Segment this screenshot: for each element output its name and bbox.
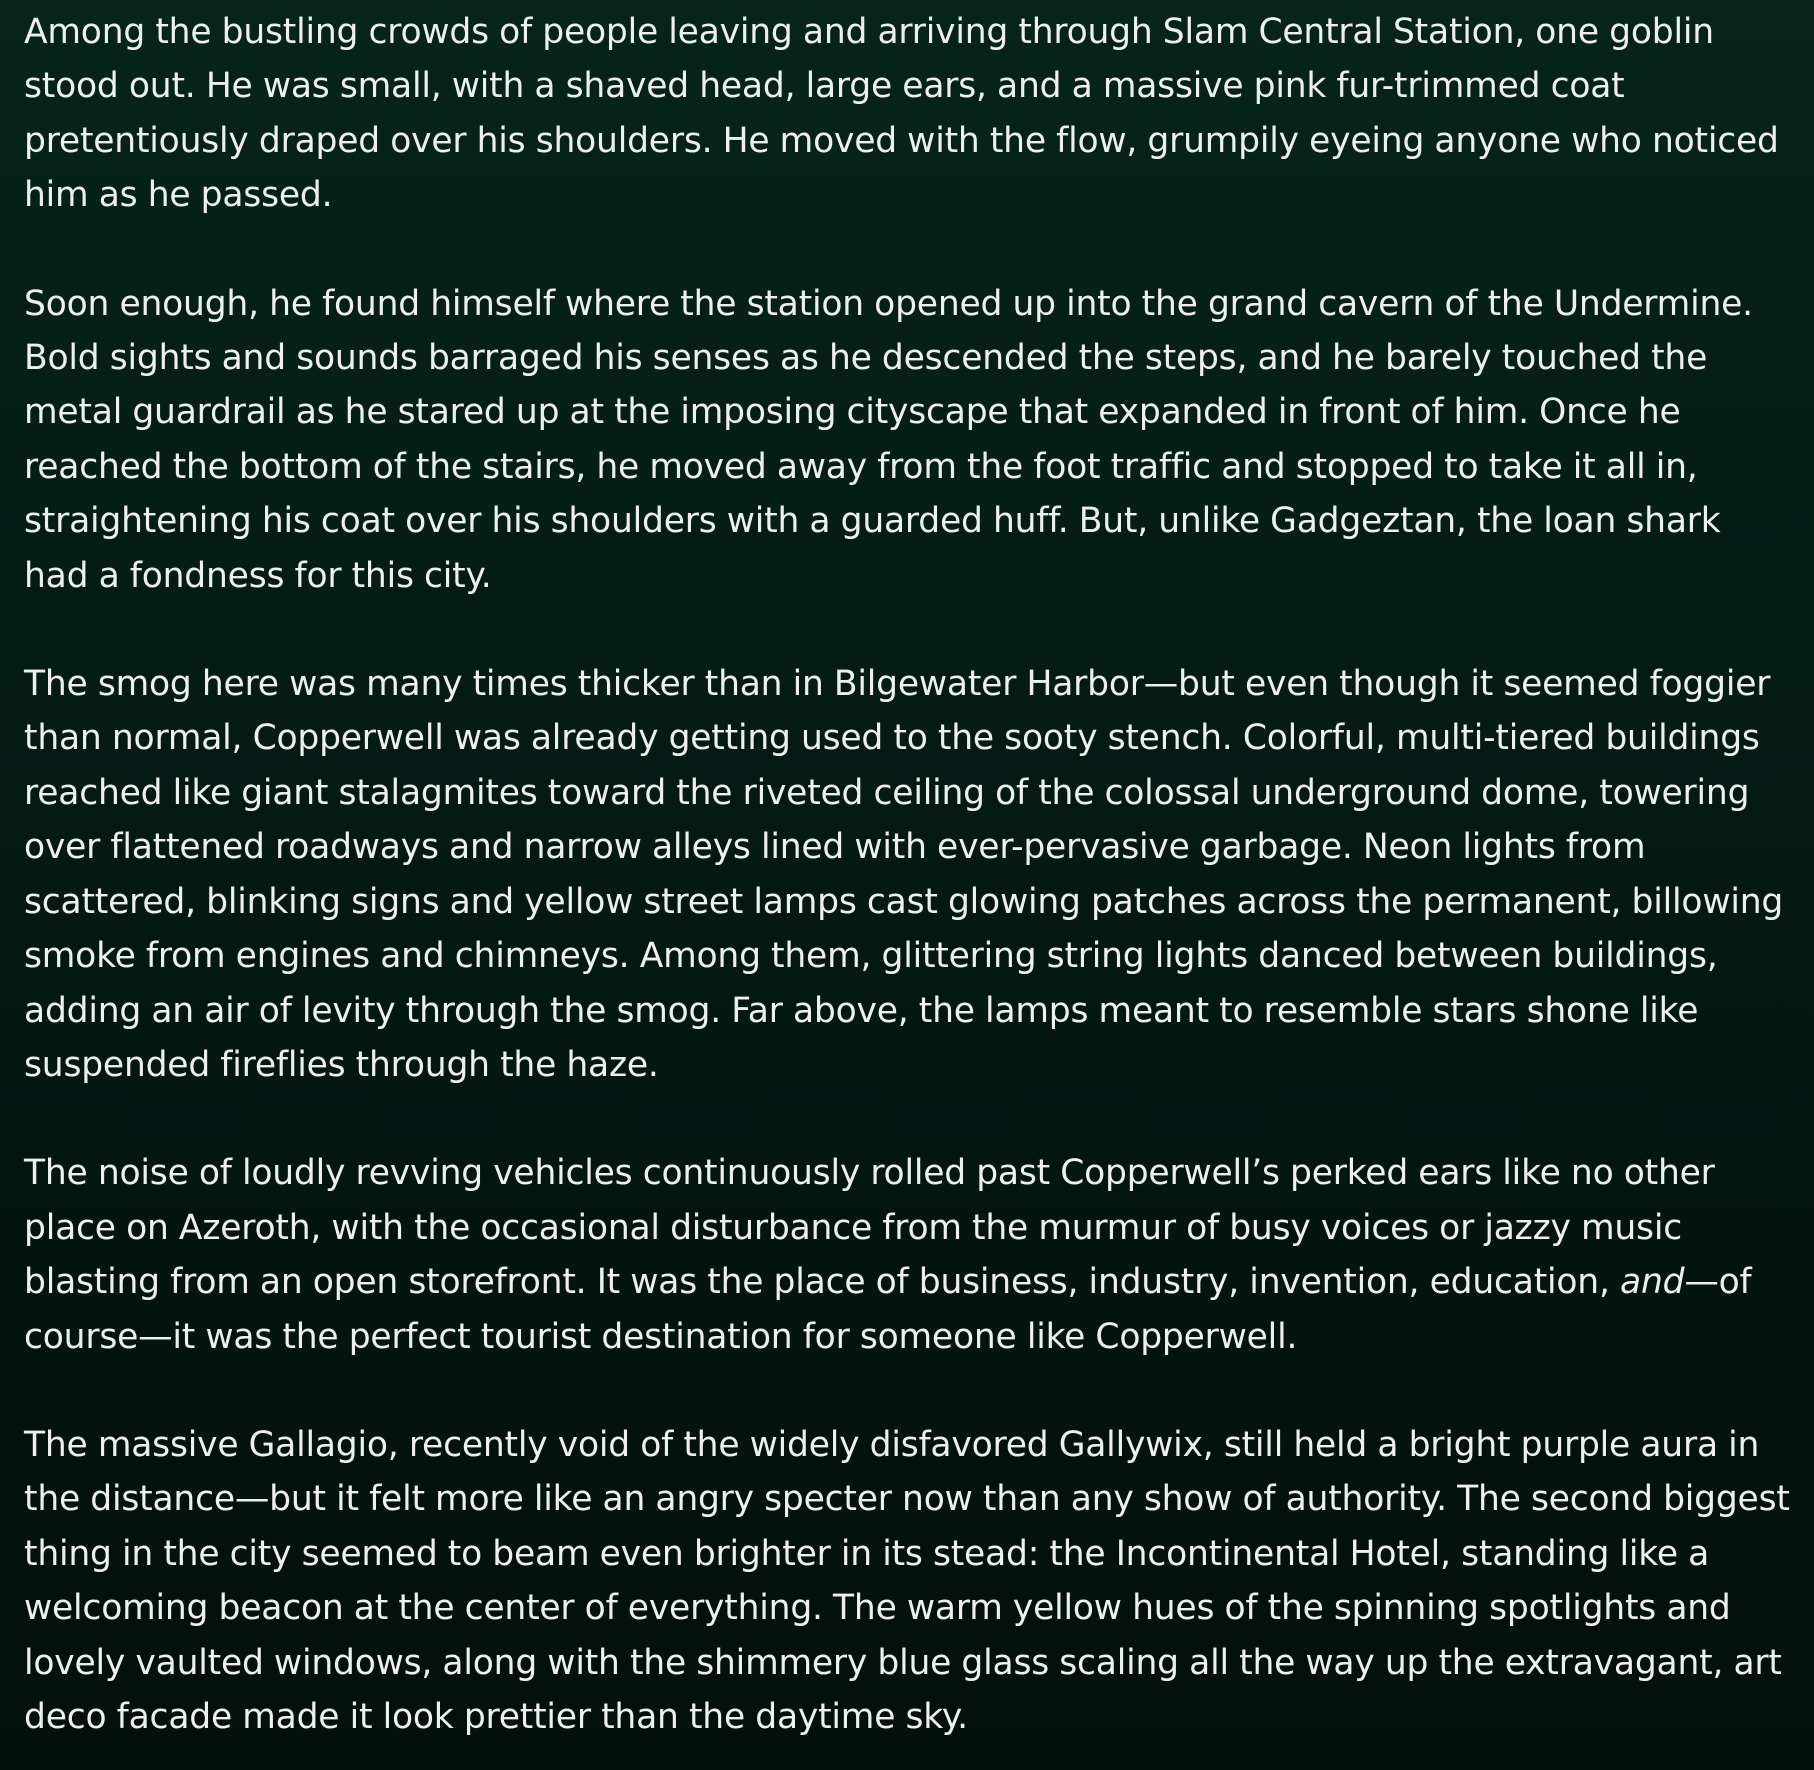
story-paragraph-4-start: The noise of loudly revving vehicles continuously rolled past Copperwell’s perked ears like no other place on Azeroth, with the occasional disturbance from the murmur of busy voices or jazzy music blasting from an open storefront. It was the place of business, industry, invention, education,	[24, 1153, 1715, 1303]
story-paragraph-4-emphasis: and	[1620, 1262, 1685, 1303]
story-paragraph-1: Among the bustling crowds of people leaving and arriving through Slam Central Station, one goblin stood out. He was small, with a shaved head, large ears, and a massive pink fur-trimmed coat pretentiously draped over his shoulders. He moved with the flow, grumpily eyeing anyone who noticed him as he passed.	[24, 12, 1779, 216]
story-paragraph-2: Soon enough, he found himself where the station opened up into the grand cavern of the Undermine. Bold sights and sounds barraged his senses as he descended the steps, and he barely touched the metal guardrail as he stared up at the imposing cityscape that expanded in front of him. Once he reached the bottom of the stairs, he moved away from the foot traffic and stopped to take it all in, straightening his coat over his shoulders with a guarded huff. But, unlike Gadgeztan, the loan shark had a fondness for this city.	[24, 283, 1753, 596]
story-paragraph-4	[24, 1146, 1794, 1364]
story-paragraph-5: The massive Gallagio, recently void of the widely disfavored Gallywix, still held a bright purple aura in the distance—but it felt more like an angry specter now than any show of authority. The second biggest thing in the city seemed to beam even brighter in its stead: the Incontinental Hotel, standing like a welcoming beacon at the center of everything. The warm yellow hues of the spinning spotlights and lovely vaulted windows, along with the shimmery blue glass scaling all the way up the extravagant, art deco facade made it look prettier than the daytime sky.	[24, 1424, 1790, 1737]
story-paragraph-3: The smog here was many times thicker than in Bilgewater Harbor—but even though it seemed foggier than normal, Copperwell was already getting used to the sooty stench. Colorful, multi-tiered buildings reached like giant stalagmites toward the riveted ceiling of the colossal underground dome, towering over flattened roadways and narrow alleys lined with ever-pervasive garbage. Neon lights from scattered, blinking signs and yellow street lamps cast glowing patches across the permanent, billowing smoke from engines and chimneys. Among them, glittering string lights danced between buildings, adding an air of levity through the smog. Far above, the lamps meant to resemble stars shone like suspended fireflies through the haze.	[24, 664, 1784, 1085]
story-paragraph-4-end: —of course—it was the perfect tourist destination for someone like Copperwell.	[24, 1262, 1752, 1357]
